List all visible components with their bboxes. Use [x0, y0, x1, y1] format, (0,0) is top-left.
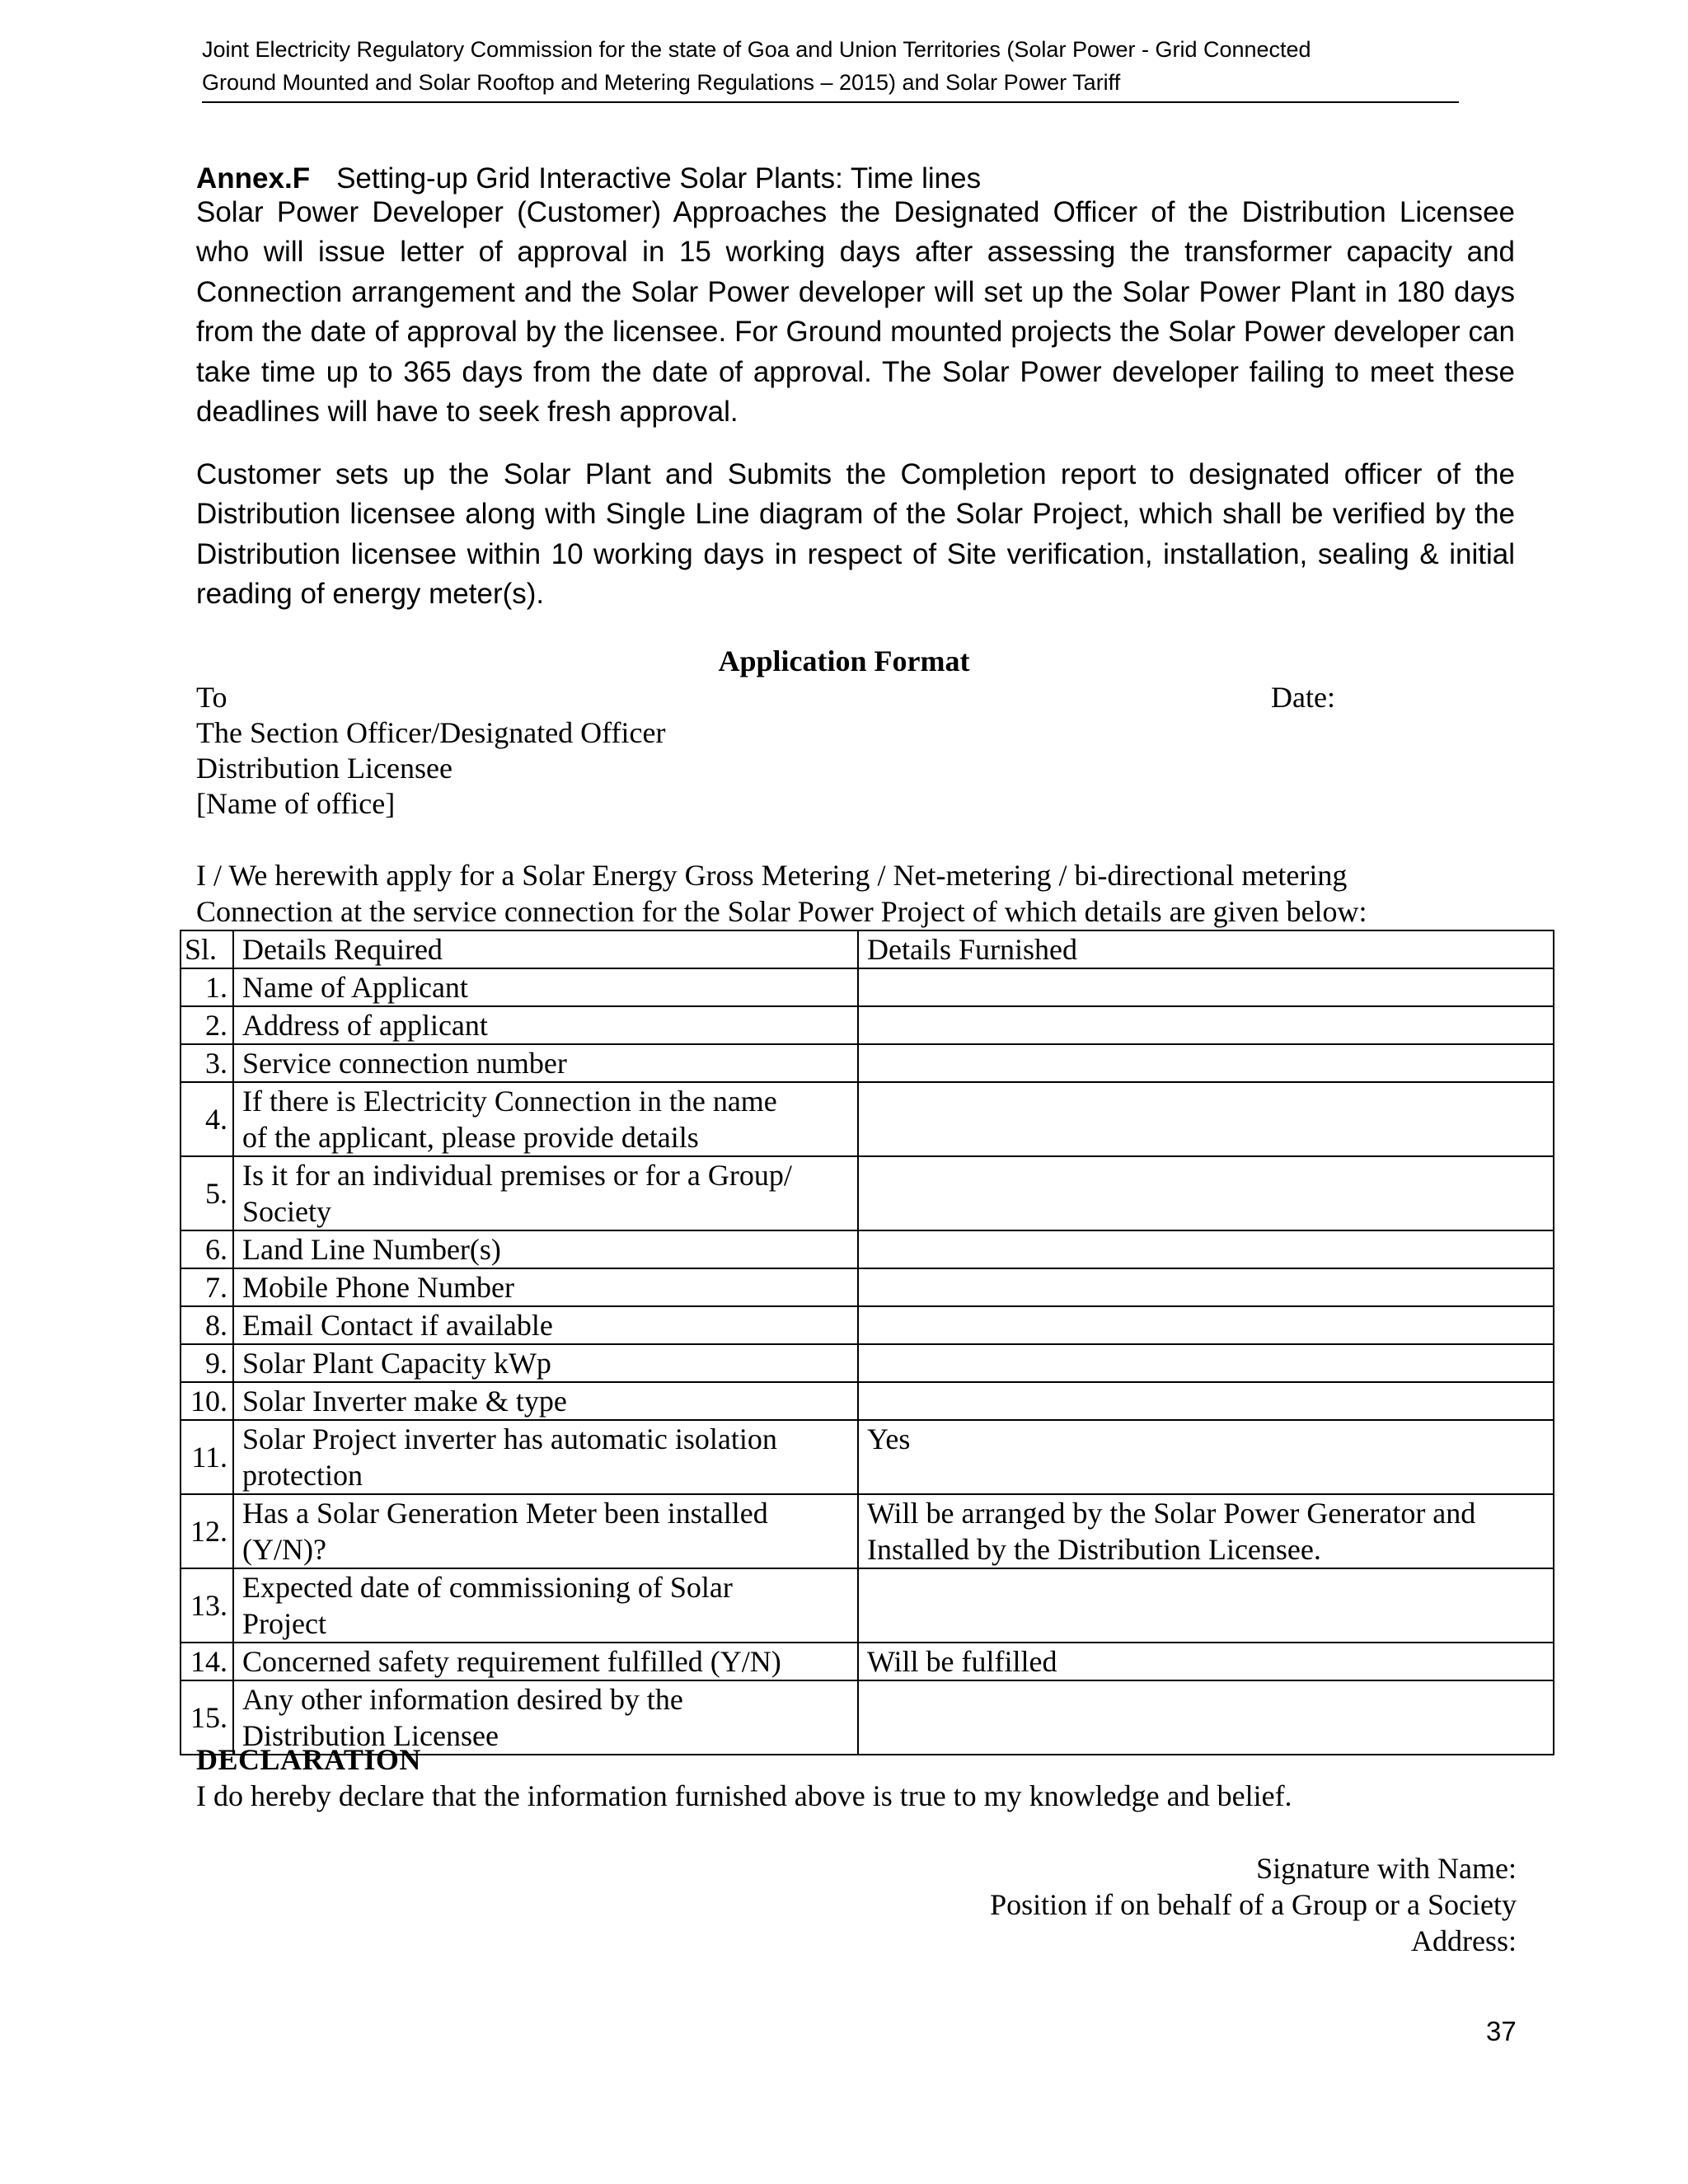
table-row [181, 968, 1554, 1006]
row-detail-required [233, 1044, 858, 1082]
row-serial: 5. [181, 1156, 233, 1230]
detail-text: Mobile Phone Number [242, 1271, 514, 1304]
addressee-line: [Name of office] [196, 787, 396, 820]
detail-text: Expected date of commissioning of Solar [242, 1571, 733, 1604]
row-detail-required [233, 1156, 858, 1230]
row-detail-furnished [858, 968, 1554, 1006]
row-detail-required [233, 1568, 858, 1643]
address-line: Address: [1411, 1924, 1517, 1957]
row-detail-furnished [858, 1643, 1554, 1680]
row-detail-required [233, 1494, 858, 1568]
row-serial: 2. [181, 1006, 233, 1044]
row-detail-furnished [858, 1382, 1554, 1420]
page-number: 37 [1486, 2016, 1517, 2046]
table-row [181, 1044, 1554, 1082]
row-detail-furnished [858, 1268, 1554, 1306]
signature-line: Signature with Name: [1256, 1852, 1517, 1885]
row-detail-furnished [858, 1494, 1554, 1568]
row-serial: 1. [181, 968, 233, 1006]
addressee-line: The Section Officer/Designated Officer [196, 716, 666, 749]
row-detail-furnished [858, 1420, 1554, 1494]
header-line-1: Joint Electricity Regulatory Commission for the state of Goa and Union Territories (Solar Power - Grid Connected [202, 37, 1311, 62]
annex-label: Annex.F [196, 162, 311, 194]
row-detail-furnished [858, 1006, 1554, 1044]
date-label: Date: [1271, 681, 1335, 714]
table-row [181, 1494, 1554, 1568]
table-header-row [181, 930, 1554, 968]
row-serial: 11. [181, 1420, 233, 1494]
header-details-furnished: Details Furnished [858, 930, 1554, 968]
detail-text: Society [242, 1195, 331, 1228]
row-serial: 9. [181, 1344, 233, 1382]
furnished-text: Yes [867, 1422, 911, 1455]
detail-text: Distribution Licensee [242, 1719, 499, 1752]
detail-text: Service connection number [242, 1047, 567, 1080]
detail-text: Solar Plant Capacity kWp [242, 1347, 551, 1380]
row-detail-furnished [858, 1568, 1554, 1643]
row-serial: 4. [181, 1082, 233, 1156]
row-detail-required [233, 968, 858, 1006]
row-detail-required [233, 1006, 858, 1044]
detail-text: (Y/N)? [242, 1533, 326, 1566]
application-format-title: Application Format [718, 644, 970, 677]
row-detail-furnished [858, 1306, 1554, 1344]
row-detail-required [233, 1420, 858, 1494]
row-detail-furnished [858, 1082, 1554, 1156]
row-serial: 7. [181, 1268, 233, 1306]
table-row [181, 1268, 1554, 1306]
application-details-table [180, 930, 1554, 1755]
table-row [181, 1006, 1554, 1044]
row-detail-required [233, 1344, 858, 1382]
declaration-title: DECLARATION [196, 1743, 421, 1776]
row-serial: 3. [181, 1044, 233, 1082]
detail-text: Solar Project inverter has automatic isolation [242, 1422, 777, 1455]
running-header [202, 33, 1455, 99]
table-row [181, 1568, 1554, 1643]
row-detail-furnished [858, 1344, 1554, 1382]
row-detail-required [233, 1306, 858, 1344]
detail-text: of the applicant, please provide details [242, 1121, 699, 1154]
header-rule [202, 101, 1459, 103]
table-row [181, 1382, 1554, 1420]
row-detail-furnished [858, 1044, 1554, 1082]
detail-text: If there is Electricity Connection in the name [242, 1085, 777, 1118]
table-row [181, 1082, 1554, 1156]
furnished-text: Will be fulfilled [867, 1645, 1057, 1678]
detail-text: Solar Inverter make & type [242, 1385, 567, 1418]
row-serial: 15. [181, 1680, 233, 1755]
table-row [181, 1306, 1554, 1344]
declaration-text: I do hereby declare that the information furnished above is true to my knowledge and belief. [196, 1779, 1292, 1812]
row-detail-required [233, 1643, 858, 1680]
detail-text: Is it for an individual premises or for a Group/ [242, 1159, 792, 1192]
row-serial: 14. [181, 1643, 233, 1680]
position-line: Position if on behalf of a Group or a Society [990, 1888, 1517, 1921]
header-details-required: Details Required [233, 930, 858, 968]
addressee-line: Distribution Licensee [196, 752, 452, 785]
row-serial: 12. [181, 1494, 233, 1568]
detail-text: Project [242, 1607, 326, 1640]
furnished-text: Installed by the Distribution Licensee. [867, 1533, 1321, 1566]
row-detail-furnished [858, 1230, 1554, 1268]
table-row [181, 1230, 1554, 1268]
timeline-paragraph-2: Customer sets up the Solar Plant and Submits the Completion report to designated officer of the Distribution licensee along with Single Line diagram of the Solar Project, which shall be verified by the Distribution licensee within 10 working days in respect of Site verification, installation, sealing & initial reading of energy meter(s). [196, 458, 1515, 611]
row-serial: 6. [181, 1230, 233, 1268]
detail-text: Any other information desired by the [242, 1683, 683, 1716]
table-row [181, 1643, 1554, 1680]
detail-text: Address of applicant [242, 1009, 488, 1042]
annex-title: Setting-up Grid Interactive Solar Plants: Time lines [336, 162, 982, 194]
to-label: To [196, 681, 227, 714]
row-detail-furnished [858, 1156, 1554, 1230]
timeline-paragraph-1: Solar Power Developer (Customer) Approaches the Designated Officer of the Distribution Licensee who will issue letter of approval in 15 working days after assessing the transformer capacity and Connection arrangement and the Solar Power developer will set up the Solar Power Plant in 180 days from the date of approval by the licensee. For Ground mounted projects the Solar Power developer can take time up to 365 days from the date of approval. The Solar Power developer failing to meet these deadlines will have to seek fresh approval. [196, 196, 1515, 429]
row-detail-required [233, 1082, 858, 1156]
row-serial: 8. [181, 1306, 233, 1344]
row-detail-required [233, 1268, 858, 1306]
detail-text: Land Line Number(s) [242, 1233, 501, 1266]
header-sl: Sl. [181, 930, 233, 968]
row-detail-required [233, 1230, 858, 1268]
table-row [181, 1156, 1554, 1230]
row-detail-furnished [858, 1680, 1554, 1755]
application-intro [196, 857, 1531, 930]
detail-text: Name of Applicant [242, 971, 468, 1004]
detail-text: Has a Solar Generation Meter been installed [242, 1497, 768, 1530]
detail-text: Concerned safety requirement fulfilled (Y/N) [242, 1645, 781, 1678]
table-row [181, 1344, 1554, 1382]
detail-text: protection [242, 1459, 363, 1492]
header-line-2: Ground Mounted and Solar Rooftop and Metering Regulations – 2015) and Solar Power Tariff [202, 70, 1121, 95]
table-row [181, 1420, 1554, 1494]
row-detail-required [233, 1382, 858, 1420]
row-serial: 13. [181, 1568, 233, 1643]
row-serial: 10. [181, 1382, 233, 1420]
detail-text: Email Contact if available [242, 1309, 553, 1342]
furnished-text: Will be arranged by the Solar Power Generator and [867, 1497, 1476, 1530]
intro-line-1: I / We herewith apply for a Solar Energy Gross Metering / Net-metering / bi-directional metering [196, 859, 1348, 892]
intro-line-2: Connection at the service connection for the Solar Power Project of which details are given below: [196, 895, 1367, 928]
